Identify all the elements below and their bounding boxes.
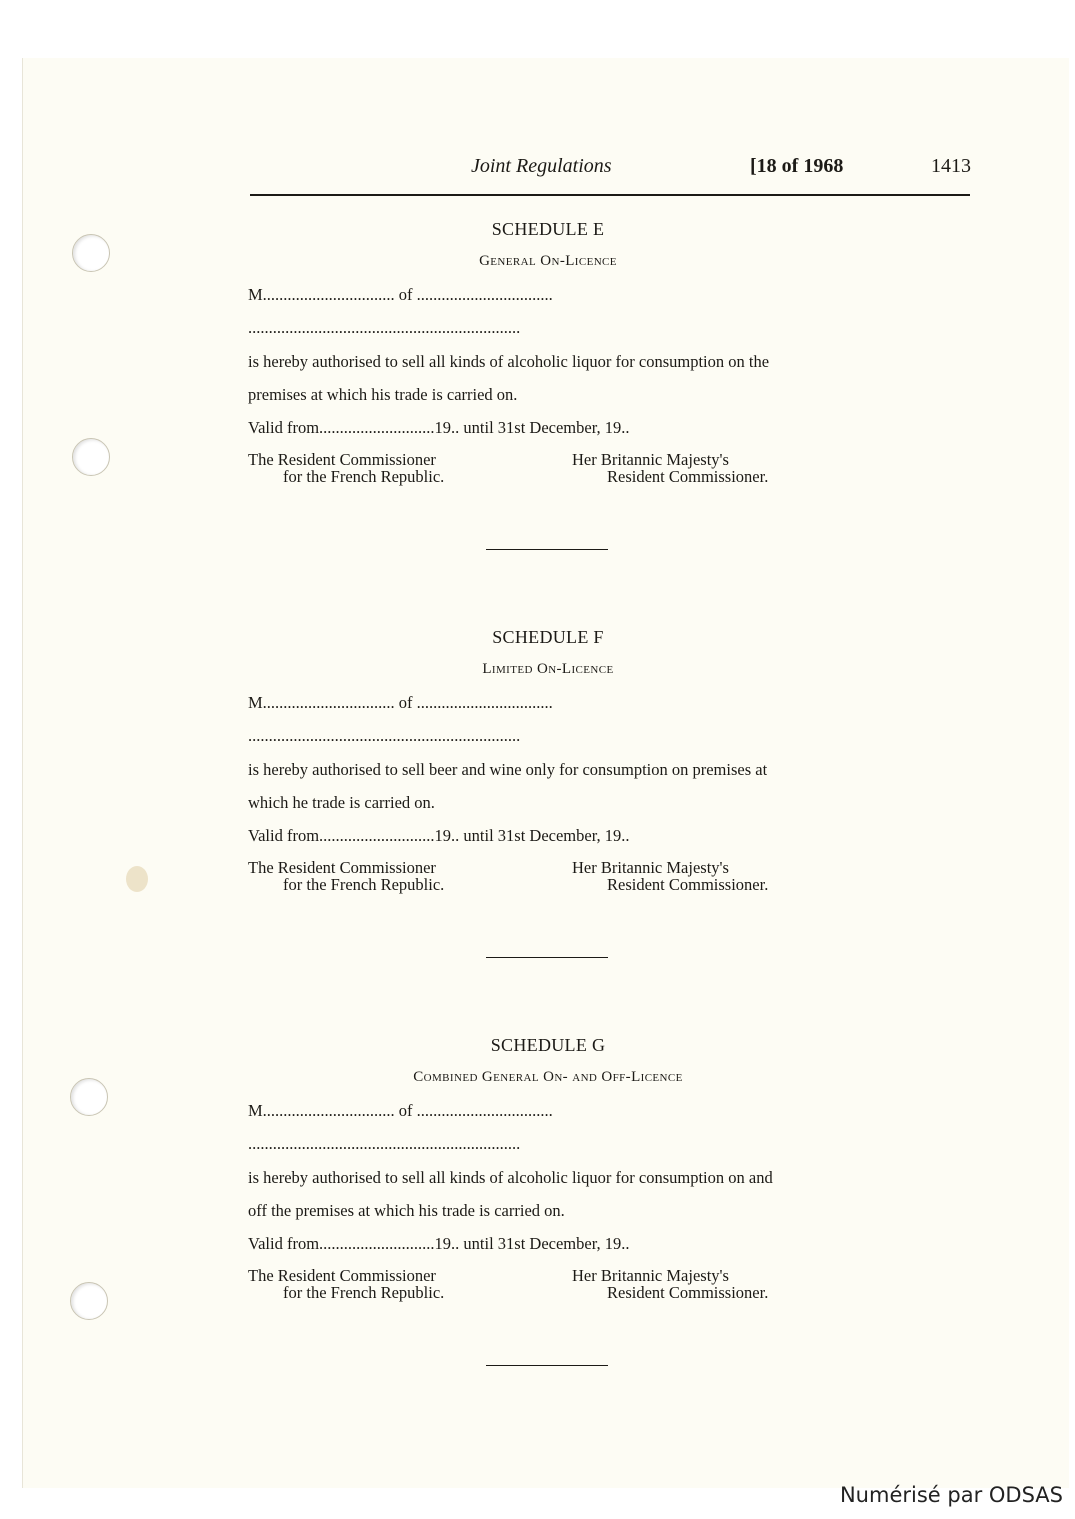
signature-line: for the French Republic. [283,875,445,894]
punch-hole [70,1282,108,1320]
signature-line: Her Britannic Majesty's [572,858,729,877]
signature-french [248,451,444,485]
validity-line: Valid from............................19.. until 31st December, 19.. [248,826,630,845]
schedule-subtitle: Combined General On- and Off-Licence [413,1069,683,1085]
authorisation-text-cont: which he trade is carried on. [248,793,435,812]
punch-hole [72,438,110,476]
authorisation-text: is hereby authorised to sell beer and wine only for consumption on premises at [248,760,768,779]
digitization-credit: Numérisé par ODSAS [839,1483,1063,1507]
signature-line: for the French Republic. [283,1283,445,1302]
licensee-line: M................................ of ................................. [248,285,553,304]
schedule-title: SCHEDULE E [491,219,605,239]
authorisation-text: is hereby authorised to sell all kinds of alcoholic liquor for consumption on and [248,1168,773,1187]
authorisation-text-cont: off the premises at which his trade is carried on. [248,1201,565,1220]
punch-hole [72,234,110,272]
signature-french [248,1267,444,1301]
schedule-f [248,627,848,977]
punch-hole [70,1078,108,1116]
signature-british [572,1267,768,1301]
signature-line: Her Britannic Majesty's [572,450,729,469]
schedule-title: SCHEDULE F [492,627,604,647]
signature-british [572,451,768,485]
signature-line: The Resident Commissioner [248,858,436,877]
signature-line: Resident Commissioner. [607,1283,769,1302]
signature-line: The Resident Commissioner [248,1266,436,1285]
dotted-line: .................................................................. [248,1134,521,1153]
validity-line: Valid from............................19.. until 31st December, 19.. [248,1234,630,1253]
page-number: 1413 [931,155,971,177]
signature-line: Her Britannic Majesty's [572,1266,729,1285]
signature-british [572,859,768,893]
licensee-line: M................................ of ................................. [248,693,553,712]
signature-line: The Resident Commissioner [248,450,436,469]
header-rule [250,194,970,196]
authorisation-text: is hereby authorised to sell all kinds of alcoholic liquor for consumption on the [248,352,770,371]
schedule-e [248,219,848,569]
section-separator [486,1365,608,1366]
act-number: [18 of 1968 [750,155,844,177]
authorisation-text-cont: premises at which his trade is carried on. [248,385,518,404]
signature-line: Resident Commissioner. [607,875,769,894]
section-separator [486,957,608,958]
paper-stain [126,866,148,892]
section-separator [486,549,608,550]
schedule-g [248,1035,848,1385]
schedule-subtitle: General On-Licence [479,253,617,269]
schedule-subtitle: Limited On-Licence [482,661,614,677]
dotted-line: .................................................................. [248,726,521,745]
schedule-title: SCHEDULE G [490,1035,606,1055]
signature-line: for the French Republic. [283,467,445,486]
dotted-line: .................................................................. [248,318,521,337]
running-title: Joint Regulations [471,155,612,177]
licensee-line: M................................ of ................................. [248,1101,553,1120]
signature-french [248,859,444,893]
validity-line: Valid from............................19.. until 31st December, 19.. [248,418,630,437]
signature-line: Resident Commissioner. [607,467,769,486]
